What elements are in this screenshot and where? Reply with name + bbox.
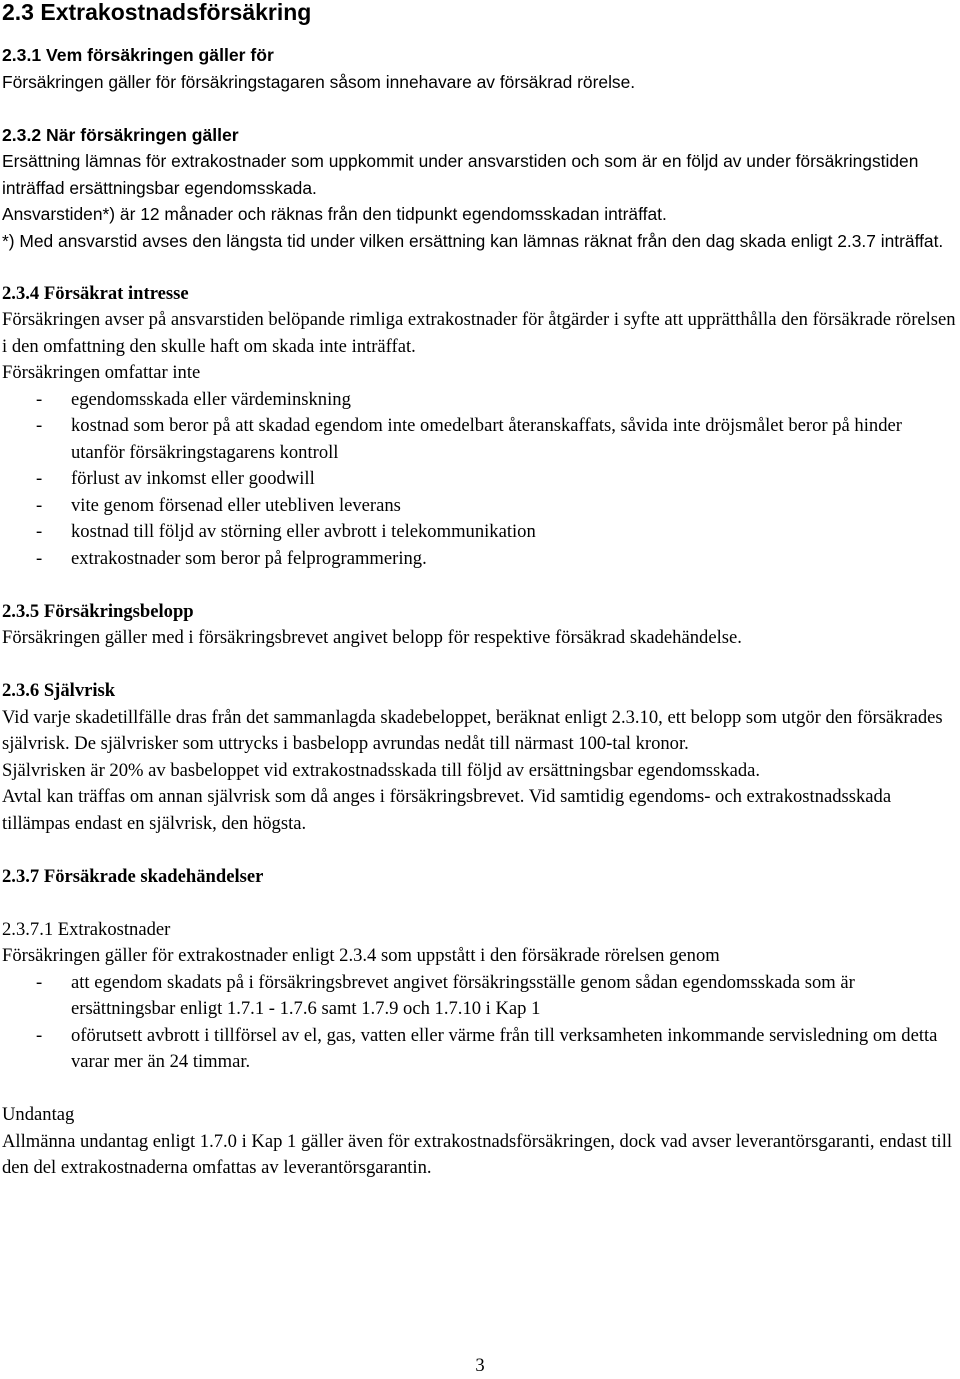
section-text: Vid varje skadetillfälle dras från det sammanlagda skadebeloppet, beräknat enligt 2.3.10, ett belopp som utgör den försäkrades självrisk. De självrisker som uttrycks i basbelopp avrundas nedåt till närmast 100-tal kronor. [2, 706, 943, 754]
section-heading: 2.3.4 Försäkrat intresse [2, 282, 189, 304]
list-item-text: egendomsskada eller värdeminskning [71, 388, 351, 410]
section-heading: Undantag [2, 1104, 75, 1125]
list-item [2, 1023, 958, 1076]
list-item-text: oförutsett avbrott i tillförsel av el, gas, vatten eller värme från till verksamheten inkommande servisledning om detta varar mer än 24 timmar. [71, 1024, 938, 1072]
list-item [2, 519, 958, 546]
list-marker: - [36, 547, 43, 569]
section-text: Avtal kan träffas om annan självrisk som då anges i försäkringsbrevet. Vid samtidig egendoms- och extrakostnadsskada tillämpas endast en självrisk, den högsta. [2, 786, 892, 834]
section-heading: 2.3.1 Vem försäkringen gäller för [2, 45, 274, 65]
list-marker: - [36, 971, 43, 993]
list-item-text: vite genom försenad eller utebliven leverans [71, 494, 401, 516]
section-text: Försäkringen gäller för försäkringstagaren såsom innehavare av försäkrad rörelse. [2, 71, 636, 92]
coverage-list [2, 970, 958, 1076]
section-2-3-6 [2, 678, 958, 837]
section-text: Försäkringen avser på ansvarstiden belöpande rimliga extrakostnader för åtgärder i syfte att upprätthålla den försäkrade rörelsen i den omfattning den skulle haft om skada inte inträffat. [2, 309, 956, 357]
section-2-3-1 [2, 42, 958, 95]
section-heading: 2.3.5 Försäkringsbelopp [2, 600, 194, 622]
section-text: Självrisken är 20% av basbeloppet vid extrakostnadsskada till följd av ersättningsbar egendomsskada. [2, 759, 761, 781]
list-item [2, 493, 958, 520]
list-item-text: kostnad till följd av störning eller avbrott i telekommunikation [71, 521, 536, 542]
list-item [2, 970, 958, 1023]
footnote-text: *) Med ansvarstid avses den längsta tid under vilken ersättning kan lämnas räknat från den dag skada enligt 2.3.7 inträffat. [2, 230, 944, 251]
section-text: Allmänna undantag enligt 1.7.0 i Kap 1 gäller även för extrakostnadsförsäkringen, dock vad avser leverantörsgaranti, endast till den del extrakostnaderna omfattas av leverantörsgarantin. [2, 1130, 953, 1178]
exclusion-list [2, 387, 958, 573]
page-number: 3 [475, 1355, 485, 1376]
document-content [2, 42, 958, 1182]
list-marker: - [36, 1024, 43, 1046]
section-text: Försäkringen gäller med i försäkringsbrevet angivet belopp för respektive försäkrad skadehändelse. [2, 627, 742, 648]
section-2-3-7-1 [2, 917, 958, 1076]
section-2-3-2 [2, 122, 958, 255]
list-marker: - [36, 415, 43, 436]
section-text: Ansvarstiden*) är 12 månader och räknas från den tidpunkt egendomsskadan inträffat. [2, 204, 667, 224]
list-item-text: att egendom skadats på i försäkringsbrevet angivet försäkringsställe genom sådan egendomsskada som är ersättningsbar enligt 1.7.1 - 1.7.6 samt 1.7.9 och 1.7.10 i Kap 1 [71, 971, 855, 1019]
list-item [2, 413, 958, 466]
list-item-text: förlust av inkomst eller goodwill [71, 468, 315, 489]
list-marker: - [36, 521, 43, 542]
section-2-3-5 [2, 599, 958, 652]
section-text: Försäkringen gäller för extrakostnader enligt 2.3.4 som uppstått i den försäkrade rörelsen genom [2, 945, 720, 966]
section-heading: 2.3.2 När försäkringen gäller [2, 124, 239, 145]
list-item [2, 546, 958, 573]
list-item-text: extrakostnader som beror på felprogrammering. [71, 547, 427, 569]
section-heading: 2.3.7.1 Extrakostnader [2, 918, 171, 940]
list-item [2, 466, 958, 493]
section-heading: 2.3.6 Självrisk [2, 680, 116, 701]
list-marker: - [36, 388, 43, 410]
section-2-3-4 [2, 281, 958, 573]
section-heading: 2.3.7 Försäkrade skadehändelser [2, 865, 264, 887]
section-text: Ersättning lämnas för extrakostnader som uppkommit under ansvarstiden och som är en följd av under försäkringstiden inträffad ersättningsbar egendomsskada. [2, 151, 919, 198]
list-item [2, 387, 958, 414]
document-title: 2.3 Extrakostnadsförsäkring [2, 0, 312, 25]
section-text: Försäkringen omfattar inte [2, 362, 201, 383]
list-marker: - [36, 494, 43, 516]
list-item-text: kostnad som beror på att skadad egendom inte omedelbart återanskaffats, såvida inte dröjsmålet beror på hinder utanför försäkringstagarens kontroll [71, 415, 902, 463]
section-2-3-7 [2, 864, 958, 891]
list-marker: - [36, 468, 43, 489]
section-undantag [2, 1102, 958, 1182]
